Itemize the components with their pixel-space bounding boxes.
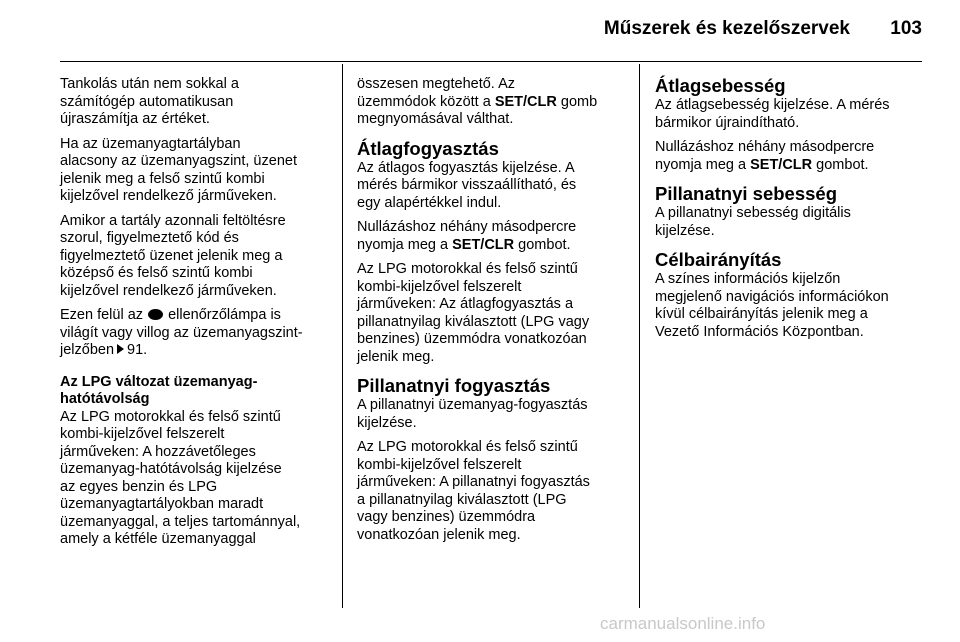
text: gombot. — [514, 236, 571, 253]
paragraph: A pillanatnyi sebesség digitális kijelzése. — [655, 205, 851, 239]
paragraph — [357, 219, 629, 254]
section-heading-instant-consumption: Pillanatnyi fogyasztás — [357, 375, 551, 396]
button-name-set-clr: SET/CLR — [750, 156, 813, 173]
watermark: carmanualsonline.info — [600, 614, 766, 633]
section-heading-instant-speed: Pillanatnyi sebesség — [655, 183, 838, 204]
header-title: Műszerek és kezelőszervek — [603, 18, 850, 39]
paragraph: Az átlagsebesség kijelzése. A mérés bármikor újraindítható. — [655, 97, 890, 131]
text: ellenőrzőlámpa is — [168, 307, 281, 323]
page-reference[interactable]: 91. — [127, 342, 148, 358]
text: összesen megtehető. Az üzemmódok között a — [357, 76, 515, 110]
text: Ezen felül az — [60, 307, 144, 323]
column-2 — [357, 76, 629, 551]
paragraph: Tankolás után nem sokkal a számítógép automatikusan újraszámítja az értéket. — [60, 76, 239, 127]
paragraph: Az átlagos fogyasztás kijelzése. A mérés bármikor visszaállítható, és egy alapértékkel indul. — [357, 159, 577, 211]
paragraph: Az LPG motorokkal és felső szintű kombi-kijelzővel felszerelt járműveken: Az átlagfogyasztás a pillanatnyilag kiválasztott (LPG vagy benzines) üzemmódra vonatkozóan jelenik meg. — [357, 261, 590, 365]
paragraph-warning-lamp — [60, 307, 332, 360]
page-number: 103 — [890, 18, 922, 39]
paragraph: Az LPG motorokkal és felső szintű kombi-kijelzővel felszerelt járműveken: A hozzávetőleges üzemanyag-hatótávolság kijelzése az egyes benzin és LPG üzemanyagtartályokban maradt üzemanyaggal, a teljes tartománnyal, amely a kétféle üzemanyaggal — [60, 408, 301, 547]
section-heading-average-speed: Átlagsebesség — [655, 75, 786, 96]
paragraph — [357, 76, 629, 129]
text: Nullázáshoz néhány másodpercre nyomja meg a — [655, 139, 875, 173]
text: Nullázáshoz néhány másodpercre nyomja meg a — [357, 219, 577, 253]
text: jelzőben — [60, 342, 115, 358]
paragraph — [655, 139, 927, 174]
fuel-warning-dot-icon — [148, 309, 163, 320]
text: gomb megnyomásával válthat. — [357, 93, 598, 127]
column-1 — [60, 76, 332, 556]
paragraph: A színes információs kijelzőn megjelenő navigációs információkon kívül célbairányítás jelenik meg a Vezető Információs Központban. — [655, 271, 889, 340]
button-name-set-clr: SET/CLR — [452, 236, 515, 253]
column-3 — [655, 76, 927, 348]
section-heading-average-consumption: Átlagfogyasztás — [357, 137, 499, 159]
text: gombot. — [812, 156, 869, 173]
paragraph: Az LPG motorokkal és felső szintű kombi-kijelzővel felszerelt járműveken: A pillanatnyi fogyasztás a pillanatnyilag kiválasztott (LPG vagy benzines) üzemmódra vonatkozóan jelenik meg. — [357, 439, 590, 543]
column-divider-2 — [639, 64, 640, 608]
button-name-set-clr: SET/CLR — [494, 93, 557, 110]
section-heading-lpg-range: Az LPG változat üzemanyag- hatótávolság — [60, 373, 258, 407]
header-rule — [60, 61, 922, 62]
section-heading-route-guidance: Célbairányítás — [655, 249, 782, 270]
paragraph: Ha az üzemanyagtartályban alacsony az üzemanyagszint, üzenet jelenik meg a felső szintű kombi kijelzővel rendelkező járműveken. — [60, 135, 297, 204]
paragraph: Amikor a tartály azonnali feltöltésre szorul, figyelmeztető kód és figyelmeztető üzenet jelenik meg a középső és felső szintű kombi kijelzővel rendelkező járműveken. — [60, 212, 286, 299]
paragraph: A pillanatnyi üzemanyag-fogyasztás kijelzése. — [357, 397, 588, 431]
column-divider-1 — [342, 64, 343, 608]
page-reference-arrow-icon — [117, 344, 124, 354]
text: világít vagy villog az üzemanyagszint- — [60, 324, 303, 341]
